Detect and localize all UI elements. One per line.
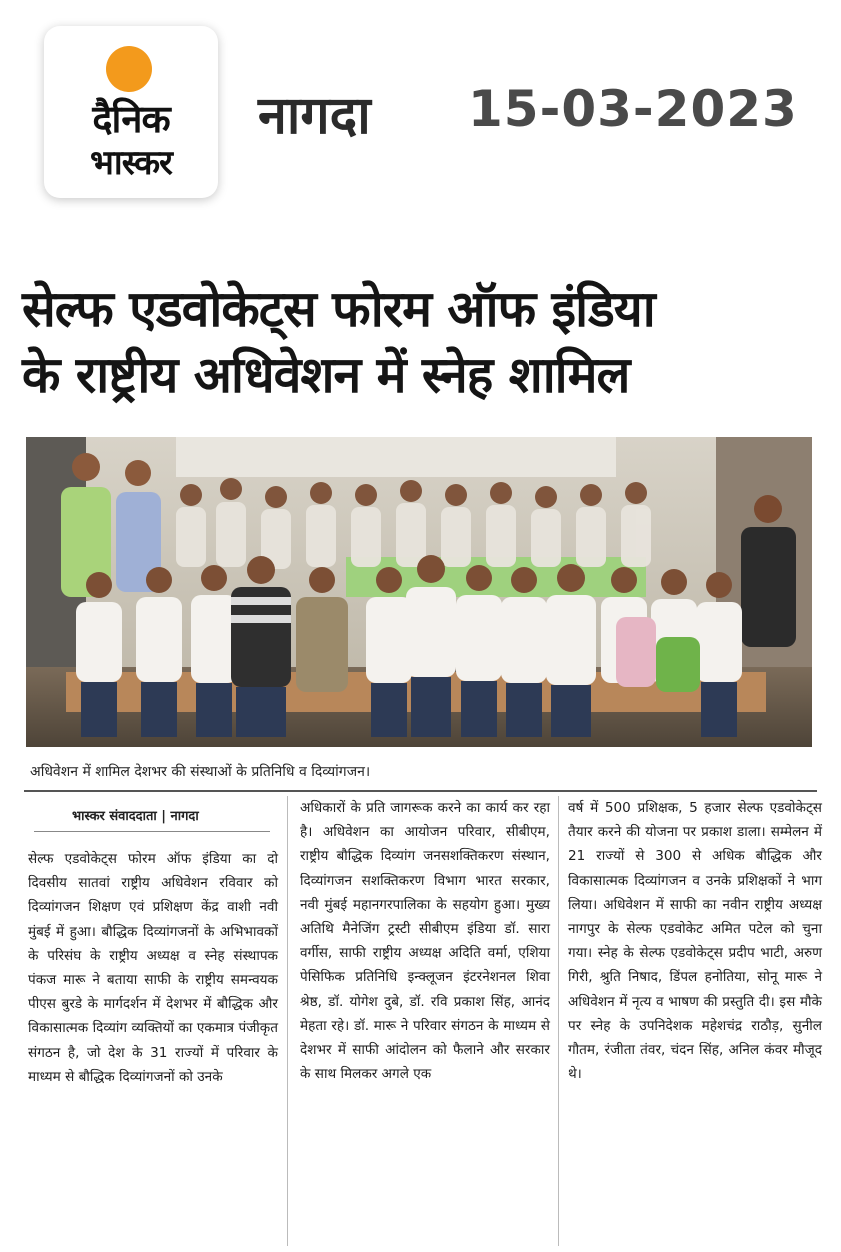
logo-text-line-1: दैनिक (92, 97, 170, 141)
edition-date: 15-03-2023 (468, 80, 798, 138)
article-headline (22, 276, 822, 408)
column-divider-2 (558, 796, 559, 1246)
headline-line-1: सेल्फ एडवोकेट्स फोरम ऑफ इंडिया (22, 280, 655, 338)
byline-divider (34, 831, 270, 832)
group-photo-illustration (26, 437, 812, 747)
article-column-2: अधिकारों के प्रति जागरूक करने का कार्य कर रहा है। अधिवेशन का आयोजन परिवार, सीबीएम, राष्ट्रीय बौद्धिक दिव्यांग जनसशक्तिकरण संस्थान, दिव्यांगजन सशक्तिकरण विभाग भारत सरकार, नवी मुंबई महानगरपालिका के सहयोग हुआ। मुख्य अतिथि मैनेजिंग ट्रस्टी सीबीएम इंडिया डॉ. सारा वर्गीस, साफी राष्ट्रीय अध्यक्ष अदिति वर्मा, एशिया पेसिफिक प्रतिनिधि इन्क्लूजन इंटरनेशनल शिवा श्रेष्ठ, डॉ. योगेश दुबे, डॉ. रवि प्रकाश सिंह, आनंद मेहता रहे। डॉ. मारू ने परिवार संगठन के माध्यम से देशभर में साफी आंदोलन को फैलाने और सरकार के साथ मिलकर अगले एक (300, 800, 550, 1083)
article-column-1: सेल्फ एडवोकेट्स फोरम ऑफ इंडिया का दो दिवसीय सातवां राष्ट्रीय अधिवेशन रविवार को दिव्यांगजन शिक्षण एवं प्रशिक्षण केंद्र वाशी नवी मुंबई में हुआ। बौद्धिक दिव्यांगजनों के अभिभावकों के परिसंघ के राष्ट्रीय अध्यक्ष व स्नेह संस्थापक पंकज मारू ने बताया साफी के राष्ट्रीय समन्वयक पीएस बुरडे के मार्गदर्शन में देशभर में बौद्धिक और विकासात्मक दिव्यांग व्यक्तियों का एकमात्र पंजीकृत संगठन है, जो देश के 31 राज्यों में परिवार के माध्यम से बौद्धिक दिव्यांगजनों को उनके (28, 851, 278, 1085)
article-column-3: वर्ष में 500 प्रशिक्षक, 5 हजार सेल्फ एडवोकेट्स तैयार करने की योजना पर प्रकाश डाला। सम्मेलन में 21 राज्यों से 300 से अधिक बौद्धिक और विकासात्मक दिव्यांगजन व उनके प्रशिक्षकों ने भाग लिया। अधिवेशन में साफी का नवीन राष्ट्रीय अध्यक्ष नागपुर के सेल्फ एडवोकेट अमित पटेल को चुना गया। स्नेह के सेल्फ एडवोकेट्स प्रदीप भाटी, अरुण गिरी, श्रुति निषाद, डिंपल हनोतिया, सोनू मारू ने अधिवेशन में नृत्य व भाषण की प्रस्तुति दी। इस मौके पर स्नेह के उपनिदेशक महेशचंद्र राठौड़, सुनील गौतम, रंजीता तंवर, चंदन सिंह, अनिल कंवर मौजूद थे। (568, 800, 822, 1083)
logo-sun-icon (106, 46, 152, 92)
group-photo (26, 437, 812, 747)
headline-line-2: के राष्ट्रीय अधिवेशन में स्नेह शामिल (22, 346, 630, 404)
photo-caption: अधिवेशन में शामिल देशभर की संस्थाओं के प्रतिनिधि व दिव्यांगजन। (30, 764, 371, 780)
edition-city: नागदा (258, 86, 371, 146)
article-byline: भास्कर संवाददाता | नागदा (72, 809, 199, 824)
column-divider-1 (287, 796, 288, 1246)
logo-text-line-2: भास्कर (90, 143, 172, 183)
section-divider (24, 790, 817, 792)
